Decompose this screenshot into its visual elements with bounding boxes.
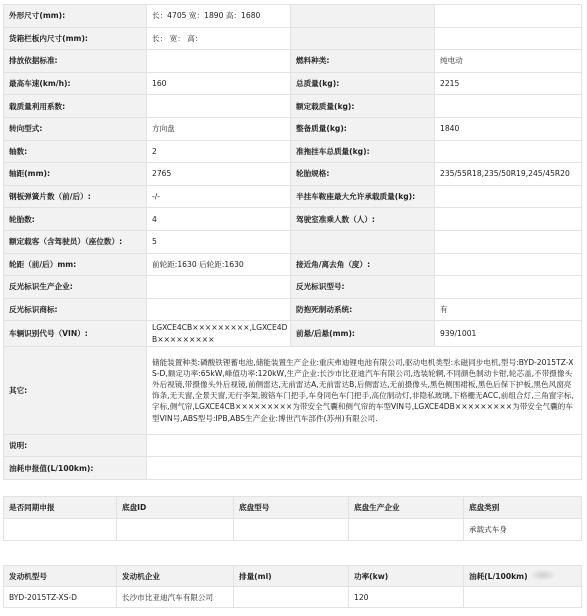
spec-value [435,5,582,28]
engine-header-cell: 排量(ml) [234,566,349,587]
chassis-data-row [4,519,582,541]
spec-label: 防抱死制动系统: [291,298,435,321]
spec-label: 准拖挂车总质量(kg): [291,140,435,163]
engine-header-cell: 功率(kw) [349,566,464,587]
watermark-smudge [529,569,557,581]
chassis-table [3,496,582,541]
spec-label: 接近角/离去角（度）: [291,253,435,276]
spec-label: 额定载客（含驾驶员）（座位数）: [4,230,147,253]
spec-row [4,208,582,231]
engine-header-cell: 发动机企业 [117,566,234,587]
chassis-cell [4,519,117,541]
spec-label: 整备质量(kg): [291,117,435,140]
spec-label: 燃料种类: [291,50,435,73]
engine-header-row [4,566,582,587]
spec-label: 驾驶室准乘人数（人）: [291,208,435,231]
spec-label: 反光标识商标: [4,298,147,321]
spec-row [4,457,582,480]
spec-value [435,276,582,299]
engine-header-cell: 油耗(L/100km) [464,566,582,587]
spec-value: 前轮距:1630 后轮距:1630 [147,253,291,276]
spec-row [4,72,582,95]
spec-label: 外形尺寸(mm): [4,5,147,28]
spec-row [4,185,582,208]
spec-value [435,208,582,231]
others-text: 储能装置种类:磷酸铁锂蓄电池,储能装置生产企业:重庆弗迪锂电池有限公司,驱动电机类型:永磁同步电机,型号:BYD-2015TZ-XS-D,额定功率:65kW,峰值功率:120kW,生产企业:长沙市比亚迪汽车有限公司,选装轮辋,不同颜色制动卡钳,轮芯盖,不带摄像头外后视镜,带摄像头外后视镜,前侧雷达,无前雷达A,无前雷达B,后侧雷达,无前摄像头,黑色侧围裙板,黑色后保下护板,黑色风窗亮饰条,无天窗,全景天窗,无行李架,镀铬车门把手,车身同色车门把手,高位制动灯,非隐私玻璃,下格栅无ACC,前组合灯,三角窗字标,字标,侧气帘,LGXCE4CB×××××××××为带安全气囊和侧气帘的车型VIN号,LGXCE4DB×××××××××为带安全气囊的车型VIN号,ABS型号:IPB,ABS生产企业:博世汽车部件(苏州)有限公司. [147,346,582,434]
spec-label: 额定载质量(kg): [291,95,435,118]
fuel-consumption-label: 油耗申报值(L/100km): [4,457,147,480]
engine-cell [464,587,582,608]
spec-value: 方向盘 [147,117,291,140]
spec-row [4,276,582,299]
spec-row [4,163,582,186]
vehicle-spec-table [3,4,582,480]
spec-label: 前悬/后悬(mm): [291,321,435,346]
chassis-header-cell: 底盘ID [117,497,234,519]
spec-value [147,298,291,321]
spec-row [4,140,582,163]
spec-row [4,321,582,346]
chassis-header-row [4,497,582,519]
spec-value: 2765 [147,163,291,186]
spec-label: 总质量(kg): [291,72,435,95]
spec-value: 5 [147,230,291,253]
engine-cell: 长沙市比亚迪汽车有限公司 [117,587,234,608]
engine-table [3,565,582,608]
spec-row [4,5,582,28]
spec-value [435,185,582,208]
spec-value [435,95,582,118]
spec-row [4,117,582,140]
spec-label: 排放依据标准: [4,50,147,73]
engine-data-row [4,587,582,608]
spec-label: 车辆识别代号（VIN）: [4,321,147,346]
chassis-cell [117,519,234,541]
spec-value: 4 [147,208,291,231]
spec-label: 轮距（前/后）mm: [4,253,147,276]
chassis-header-cell: 底盘类别 [464,497,582,519]
spec-label: 轮胎数: [4,208,147,231]
spec-value [147,95,291,118]
spec-label: 反光标识型号: [291,276,435,299]
spec-value: LGXCE4CB×××××××××,LGXCE4DB××××××××× [147,321,291,346]
spec-label: 最高车速(km/h): [4,72,147,95]
engine-cell: 120 [349,587,464,608]
spec-value: 235/55R18,235/50R19,245/45R20 [435,163,582,186]
spec-value [147,276,291,299]
spec-label [291,230,435,253]
spec-value: 长：4705 宽：1890 高：1680 [147,5,291,28]
spec-label: 载质量利用系数: [4,95,147,118]
spec-label: 轴距(mm): [4,163,147,186]
note-label: 说明: [4,434,147,457]
others-row [4,346,582,434]
spec-label: 钢板弹簧片数（前/后）: [4,185,147,208]
spec-value: 纯电动 [435,50,582,73]
spec-value: 有 [435,298,582,321]
chassis-header-cell: 底盘生产企业 [349,497,464,519]
note-value [147,434,582,457]
spec-row [4,50,582,73]
chassis-header-cell: 是否同期申报 [4,497,117,519]
engine-cell: BYD-2015TZ-XS-D [4,587,117,608]
spec-value: 2 [147,140,291,163]
chassis-cell: 承载式车身 [464,519,582,541]
spec-row [4,95,582,118]
spec-label [291,5,435,28]
spec-value [435,253,582,276]
spec-row [4,230,582,253]
spec-row [4,434,582,457]
chassis-cell [234,519,349,541]
spec-row [4,298,582,321]
spec-value [435,27,582,50]
others-label: 其它: [4,346,147,434]
spec-value: 939/1001 [435,321,582,346]
spec-value: 长： 宽： 高： [147,27,291,50]
spec-label: 货箱栏板内尺寸(mm): [4,27,147,50]
spec-value: 1840 [435,117,582,140]
spec-label: 轴数: [4,140,147,163]
chassis-header-cell: 底盘型号 [234,497,349,519]
spec-row [4,27,582,50]
spec-row [4,253,582,276]
spec-value [435,230,582,253]
spec-value: 160 [147,72,291,95]
spec-label: 轮胎规格: [291,163,435,186]
fuel-consumption-value [147,457,582,480]
engine-header-cell: 发动机型号 [4,566,117,587]
chassis-cell [349,519,464,541]
spec-label: 反光标识生产企业: [4,276,147,299]
spec-value: -/- [147,185,291,208]
spec-value [147,50,291,73]
spec-label: 半挂车鞍座最大允许承载质量(kg): [291,185,435,208]
spec-value [435,140,582,163]
spec-value: 2215 [435,72,582,95]
spec-label [291,27,435,50]
engine-cell [234,587,349,608]
spec-label: 转向型式: [4,117,147,140]
